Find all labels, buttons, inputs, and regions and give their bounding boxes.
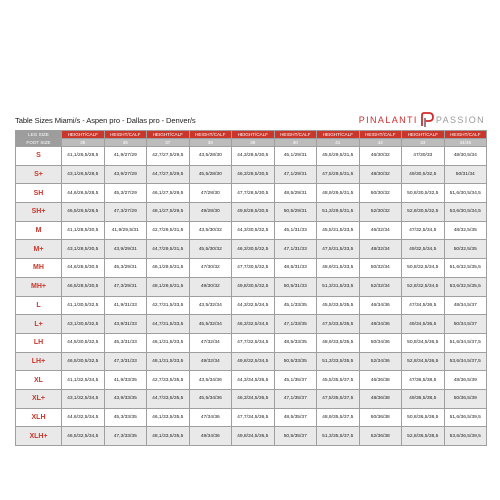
measurement-cell: 43,1/28,5/30,5 (62, 240, 105, 259)
foot-size-6: 41 (317, 139, 360, 147)
measurement-cell: 46/36/38 (359, 371, 402, 390)
measurement-cell: 45,5/34/36 (189, 389, 232, 408)
measurement-cell: 47,3/31/33 (104, 352, 147, 371)
foot-size-8: 43 (402, 139, 445, 147)
foot-size-4: 39 (232, 139, 275, 147)
measurement-cell: 47,7/30,5/32,5 (232, 259, 275, 278)
measurement-cell: 47,1/29/31 (274, 165, 317, 184)
measurement-cell: 53,6/34,5/37,5 (444, 352, 487, 371)
measurement-cell: 53,6/36,5/39,5 (444, 427, 487, 446)
measurement-cell: 46/32/34 (359, 221, 402, 240)
measurement-cell: 45,1/29/31 (274, 147, 317, 166)
foot-size-0: 35 (62, 139, 105, 147)
measurement-cell: 44,6/26,5/28,5 (62, 184, 105, 203)
measurement-cell: 50,5/33/35 (274, 352, 317, 371)
table-row (16, 333, 487, 352)
measurement-cell: 45,1/35/37 (274, 371, 317, 390)
measurement-cell: 43,5/30/32 (189, 221, 232, 240)
table-row (16, 352, 487, 371)
table-row (16, 147, 487, 166)
measurement-cell: 47/32,5/34,5 (402, 221, 445, 240)
table-row (16, 389, 487, 408)
measurement-cell: 46/30/32 (359, 147, 402, 166)
measurement-cell: 48,1/31,5/33,5 (147, 352, 190, 371)
measurement-cell: 48/34,5/37 (444, 296, 487, 315)
measurement-cell: 52,8/36,5/38,5 (402, 427, 445, 446)
measurement-cell: 46,1/29,5/31,5 (147, 259, 190, 278)
measurement-cell: 52,8/30,5/32,5 (402, 203, 445, 222)
measurement-cell: 46,3/30,5/32,5 (232, 240, 275, 259)
leg-size-label: MH (16, 259, 62, 278)
measurement-cell: 47,1/35/37 (274, 389, 317, 408)
table-row (16, 315, 487, 334)
height-calf-header: HEIGHT/CALF (147, 131, 190, 139)
measurement-cell: 46,1/27,5/29,5 (147, 184, 190, 203)
brand-name-part2: PASSION (435, 115, 485, 125)
measurement-cell: 47,1/33/35 (274, 315, 317, 334)
measurement-cell: 47/34,5/36,5 (402, 296, 445, 315)
measurement-cell: 43,1/32,5/34,5 (62, 389, 105, 408)
measurement-cell: 51,6/30,5/34,5 (444, 184, 487, 203)
measurement-cell: 52,8/34,5/36,5 (402, 352, 445, 371)
measurement-cell: 46,5/28,5/30,5 (62, 277, 105, 296)
measurement-cell: 48/30/32 (359, 165, 402, 184)
table-row (16, 184, 487, 203)
measurement-cell: 47,1/31/33 (274, 240, 317, 259)
measurement-cell: 43,9/31/33 (104, 315, 147, 334)
leg-size-label: LH+ (16, 352, 62, 371)
measurement-cell: 46,5/26,5/28,5 (62, 203, 105, 222)
measurement-cell: 46,1/33,5/35,5 (147, 408, 190, 427)
measurement-cell: 52/36/38 (359, 427, 402, 446)
measurement-cell: 42,7/31,5/33,5 (147, 296, 190, 315)
leg-size-label: SH+ (16, 203, 62, 222)
measurement-cell: 47,5/31,5/33,5 (317, 240, 360, 259)
measurement-cell: 45,5/33,5/35,5 (317, 296, 360, 315)
measurement-cell: 49/30,5/32,5 (402, 165, 445, 184)
measurement-cell: 48,9/35,5/37,5 (317, 408, 360, 427)
table-row (16, 427, 487, 446)
measurement-cell: 45,3/31/33 (104, 333, 147, 352)
measurement-cell: 48,5/35/37 (274, 408, 317, 427)
measurement-cell: 41,9/33/35 (104, 371, 147, 390)
measurement-cell: 51,3/33,5/35,5 (317, 352, 360, 371)
measurement-cell: 44,6/32,5/34,5 (62, 408, 105, 427)
measurement-cell: 47/28/30 (189, 184, 232, 203)
measurement-cell: 51,3/35,5/37,5 (317, 427, 360, 446)
height-calf-header: HEIGHT/CALF (444, 131, 487, 139)
measurement-cell: 44,5/30,5/32,5 (62, 333, 105, 352)
measurement-cell: 47,7/32,5/34,5 (232, 333, 275, 352)
measurement-cell: 47,7/34,5/36,5 (232, 408, 275, 427)
measurement-cell: 47,7/28,5/30,5 (232, 184, 275, 203)
measurement-cell: 48,9/33,5/35,5 (317, 333, 360, 352)
height-calf-header: HEIGHT/CALF (402, 131, 445, 139)
measurement-cell: 43,1/26,5/28,5 (62, 165, 105, 184)
measurement-cell: 50/34/36 (359, 333, 402, 352)
table-row (16, 221, 487, 240)
measurement-cell: 47,5/33,5/35,5 (317, 315, 360, 334)
measurement-cell: 49/32,5/34,5 (402, 240, 445, 259)
leg-size-label: M+ (16, 240, 62, 259)
leg-size-label: LH (16, 333, 62, 352)
measurement-cell: 50,5/35/37 (274, 427, 317, 446)
measurement-cell: 44,7/31,5/33,5 (147, 315, 190, 334)
table-row (16, 277, 487, 296)
leg-size-label: XL+ (16, 389, 62, 408)
measurement-cell: 43,5/28/30 (189, 147, 232, 166)
height-calf-header: HEIGHT/CALF (274, 131, 317, 139)
leg-size-header: LEG SIZE (16, 131, 62, 139)
title-row (15, 116, 487, 130)
measurement-cell: 41,9/31/33 (104, 296, 147, 315)
header-row-foot-size (16, 139, 487, 147)
measurement-cell: 44,3/34,5/36,5 (232, 371, 275, 390)
measurement-cell: 49/34,5/36,5 (402, 315, 445, 334)
measurement-cell: 47/30/32 (189, 259, 232, 278)
measurement-cell: 45,1/31/33 (274, 221, 317, 240)
table-row (16, 165, 487, 184)
table-body (16, 147, 487, 446)
measurement-cell: 48/34/36 (359, 315, 402, 334)
measurement-cell: 44,3/30,5/32,5 (232, 221, 275, 240)
measurement-cell: 49/34/36 (189, 427, 232, 446)
measurement-cell: 53,6/32,5/35,5 (444, 277, 487, 296)
table-row (16, 203, 487, 222)
measurement-cell: 45,5/31,5/33,5 (317, 221, 360, 240)
measurement-cell: 52,8/32,5/34,5 (402, 277, 445, 296)
measurement-cell: 46,3/32,5/34,5 (232, 315, 275, 334)
measurement-cell: 47/32/34 (189, 333, 232, 352)
measurement-cell: 45,5/30/32 (189, 240, 232, 259)
leg-size-label: S+ (16, 165, 62, 184)
measurement-cell: 44,7/33,5/35,5 (147, 389, 190, 408)
height-calf-header: HEIGHT/CALF (189, 131, 232, 139)
measurement-cell: 47/36,5/38,5 (402, 371, 445, 390)
measurement-cell: 41,1/32,5/34,5 (62, 371, 105, 390)
measurement-cell: 43,9/33/35 (104, 389, 147, 408)
measurement-cell: 52/30/32 (359, 203, 402, 222)
leg-size-label: XLH+ (16, 427, 62, 446)
measurement-cell: 48/32/34 (359, 240, 402, 259)
brand-mark-icon (419, 112, 435, 128)
leg-size-label: S (16, 147, 62, 166)
measurement-cell: 50,5/31/33 (274, 277, 317, 296)
measurement-cell: 49,8/28,5/30,5 (232, 203, 275, 222)
measurement-cell: 44,3/28,5/30,5 (232, 147, 275, 166)
height-calf-header: HEIGHT/CALF (62, 131, 105, 139)
measurement-cell: 46,5/30,5/32,5 (62, 352, 105, 371)
foot-size-9: 44/45 (444, 139, 487, 147)
measurement-cell: 44,6/28,5/30,5 (62, 259, 105, 278)
measurement-cell: 48/30,5/34 (444, 147, 487, 166)
measurement-cell: 50,8/36,5/38,5 (402, 408, 445, 427)
measurement-cell: 46/34/36 (359, 296, 402, 315)
measurement-cell: 47/30/33 (402, 147, 445, 166)
measurement-cell: 45,5/32/34 (189, 315, 232, 334)
foot-size-1: 36 (104, 139, 147, 147)
measurement-cell: 46,3/28,5/30,5 (232, 165, 275, 184)
measurement-cell: 47,3/27/29 (104, 203, 147, 222)
measurement-cell: 46,5/32,5/34,5 (62, 427, 105, 446)
measurement-cell: 50,8/34,5/36,5 (402, 333, 445, 352)
leg-size-label: M (16, 221, 62, 240)
measurement-cell: 50/34,5/37 (444, 315, 487, 334)
measurement-cell: 43,9/27/29 (104, 165, 147, 184)
measurement-cell: 48/36/38 (359, 389, 402, 408)
measurement-cell: 41,1/26,5/28,5 (62, 147, 105, 166)
measurement-cell: 48,9/29,5/31,5 (317, 184, 360, 203)
measurement-cell: 43,1/30,5/32,5 (62, 315, 105, 334)
measurement-cell: 47,3/33/35 (104, 427, 147, 446)
measurement-cell: 41,1/30,5/32,5 (62, 296, 105, 315)
measurement-cell: 48/32,5/35 (444, 221, 487, 240)
measurement-cell: 51,6/34,5/37,5 (444, 333, 487, 352)
measurement-cell: 47/34/36 (189, 408, 232, 427)
foot-size-3: 38 (189, 139, 232, 147)
foot-size-2: 37 (147, 139, 190, 147)
measurement-cell: 47,3/29/31 (104, 277, 147, 296)
table-row (16, 296, 487, 315)
measurement-cell: 49,8/30,5/32,5 (232, 277, 275, 296)
measurement-cell: 50/31/34 (444, 165, 487, 184)
table-row (16, 240, 487, 259)
brand-name-part1: PINALANTI (358, 115, 418, 125)
leg-size-label: XLH (16, 408, 62, 427)
measurement-cell: 49/28/30 (189, 203, 232, 222)
measurement-cell: 46,3/34,5/36,5 (232, 389, 275, 408)
measurement-cell: 50/36,5/39 (444, 389, 487, 408)
measurement-cell: 46,1/31,5/33,5 (147, 333, 190, 352)
measurement-cell: 50/32/34 (359, 259, 402, 278)
height-calf-header: HEIGHT/CALF (104, 131, 147, 139)
measurement-cell: 49,8/32,5/34,5 (232, 352, 275, 371)
table-row (16, 408, 487, 427)
measurement-cell: 48,5/33/35 (274, 333, 317, 352)
measurement-cell: 53,6/30,5/34,5 (444, 203, 487, 222)
measurement-cell: 45,5/35,5/37,5 (317, 371, 360, 390)
table-row (16, 259, 487, 278)
measurement-cell: 48/36,5/39 (444, 371, 487, 390)
leg-size-label: SH (16, 184, 62, 203)
measurement-cell: 50/30/32 (359, 184, 402, 203)
measurement-cell: 42,7/33,5/35,5 (147, 371, 190, 390)
measurement-cell: 48,1/27,5/29,5 (147, 203, 190, 222)
measurement-cell: 50,5/29/31 (274, 203, 317, 222)
table-row (16, 371, 487, 390)
measurement-cell: 44,7/27,5/29,5 (147, 165, 190, 184)
measurement-cell: 48,1/29,5/31,5 (147, 277, 190, 296)
measurement-cell: 50/36/38 (359, 408, 402, 427)
measurement-cell: 45,3/27/29 (104, 184, 147, 203)
measurement-cell: 41,9/27/29 (104, 147, 147, 166)
measurement-cell: 48,5/31/33 (274, 259, 317, 278)
measurement-cell: 48,9/31,5/33,5 (317, 259, 360, 278)
measurement-cell: 41,1/28,5/30,5 (62, 221, 105, 240)
foot-size-header: FOOT SIZE (16, 139, 62, 147)
measurement-cell: 52/34/36 (359, 352, 402, 371)
page-title: Table Sizes Miami/s - Aspen pro - Dallas pro - Denver/s (15, 116, 196, 125)
leg-size-label: L+ (16, 315, 62, 334)
height-calf-header: HEIGHT/CALF (359, 131, 402, 139)
measurement-cell: 43,5/32/34 (189, 296, 232, 315)
leg-size-label: MH+ (16, 277, 62, 296)
brand-logo (359, 112, 485, 128)
measurement-cell: 50,8/32,5/34,5 (402, 259, 445, 278)
measurement-cell: 49/30/32 (189, 277, 232, 296)
measurement-cell: 44,7/29,5/31,5 (147, 240, 190, 259)
foot-size-7: 42 (359, 139, 402, 147)
measurement-cell: 47,5/29,5/31,5 (317, 165, 360, 184)
measurement-cell: 45,1/33/35 (274, 296, 317, 315)
measurement-cell: 41,9/29,5/31 (104, 221, 147, 240)
measurement-cell: 42,7/29,5/31,5 (147, 221, 190, 240)
measurement-cell: 42,7/27,5/29,5 (147, 147, 190, 166)
header-row-measure (16, 131, 487, 139)
measurement-cell: 45,3/29/31 (104, 259, 147, 278)
height-calf-header: HEIGHT/CALF (317, 131, 360, 139)
measurement-cell: 52/32/34 (359, 277, 402, 296)
foot-size-5: 40 (274, 139, 317, 147)
measurement-cell: 48,5/29/31 (274, 184, 317, 203)
measurement-cell: 51,3/29,5/31,5 (317, 203, 360, 222)
measurement-cell: 45,5/28/30 (189, 165, 232, 184)
measurement-cell: 48,1/33,5/35,5 (147, 427, 190, 446)
size-table (15, 130, 487, 446)
measurement-cell: 51,6/32,5/35,5 (444, 259, 487, 278)
measurement-cell: 45,3/33/35 (104, 408, 147, 427)
measurement-cell: 45,5/29,5/31,5 (317, 147, 360, 166)
measurement-cell: 50,8/30,5/32,5 (402, 184, 445, 203)
measurement-cell: 43,5/34/36 (189, 371, 232, 390)
measurement-cell: 51,6/36,5/39,5 (444, 408, 487, 427)
measurement-cell: 51,3/31,5/33,5 (317, 277, 360, 296)
leg-size-label: L (16, 296, 62, 315)
measurement-cell: 47,5/35,5/37,5 (317, 389, 360, 408)
measurement-cell: 49/32/34 (189, 352, 232, 371)
measurement-cell: 49,8/34,5/36,5 (232, 427, 275, 446)
measurement-cell: 50/32,5/35 (444, 240, 487, 259)
leg-size-label: XL (16, 371, 62, 390)
measurement-cell: 44,3/32,5/34,5 (232, 296, 275, 315)
height-calf-header: HEIGHT/CALF (232, 131, 275, 139)
measurement-cell: 49/36,5/38,5 (402, 389, 445, 408)
measurement-cell: 43,9/29/31 (104, 240, 147, 259)
